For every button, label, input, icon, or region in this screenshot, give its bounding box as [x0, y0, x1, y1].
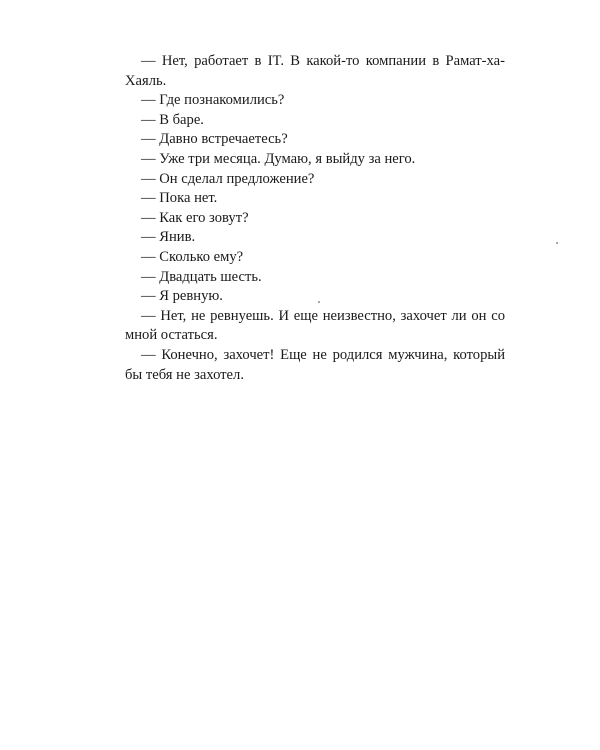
dialogue-line-5: — Уже три месяца. Думаю, я выйду за него.	[141, 150, 416, 167]
dialogue-line-2: — Где познакомились?	[141, 92, 285, 109]
dialogue-line-10: — Сколько ему?	[141, 248, 244, 265]
scan-speck	[318, 301, 320, 303]
dialogue-line-11: — Двадцать шесть.	[141, 268, 262, 285]
dialogue-line-1: — Нет, работает в IT. В какой-то компании в Рамат-ха-Хаяль.	[125, 53, 505, 89]
scan-speck	[556, 242, 558, 244]
dialogue-line-4: — Давно встречаетесь?	[141, 131, 288, 148]
dialogue-text	[125, 52, 505, 385]
dialogue-line-13: — Нет, не ревнуешь. И еще неизвестно, захочет ли он со мной остаться.	[125, 307, 505, 344]
dialogue-line-6: — Он сделал предложение?	[141, 170, 315, 187]
dialogue-line-9: — Янив.	[141, 229, 196, 246]
dialogue-line-3: — В баре.	[141, 111, 204, 128]
dialogue-line-7: — Пока нет.	[141, 190, 218, 207]
dialogue-line-14: — Конечно, захочет! Еще не родился мужчина, который бы тебя не захотел.	[125, 346, 505, 383]
dialogue-line-12: — Я ревную.	[141, 288, 223, 305]
dialogue-line-8: — Как его зовут?	[141, 209, 249, 226]
